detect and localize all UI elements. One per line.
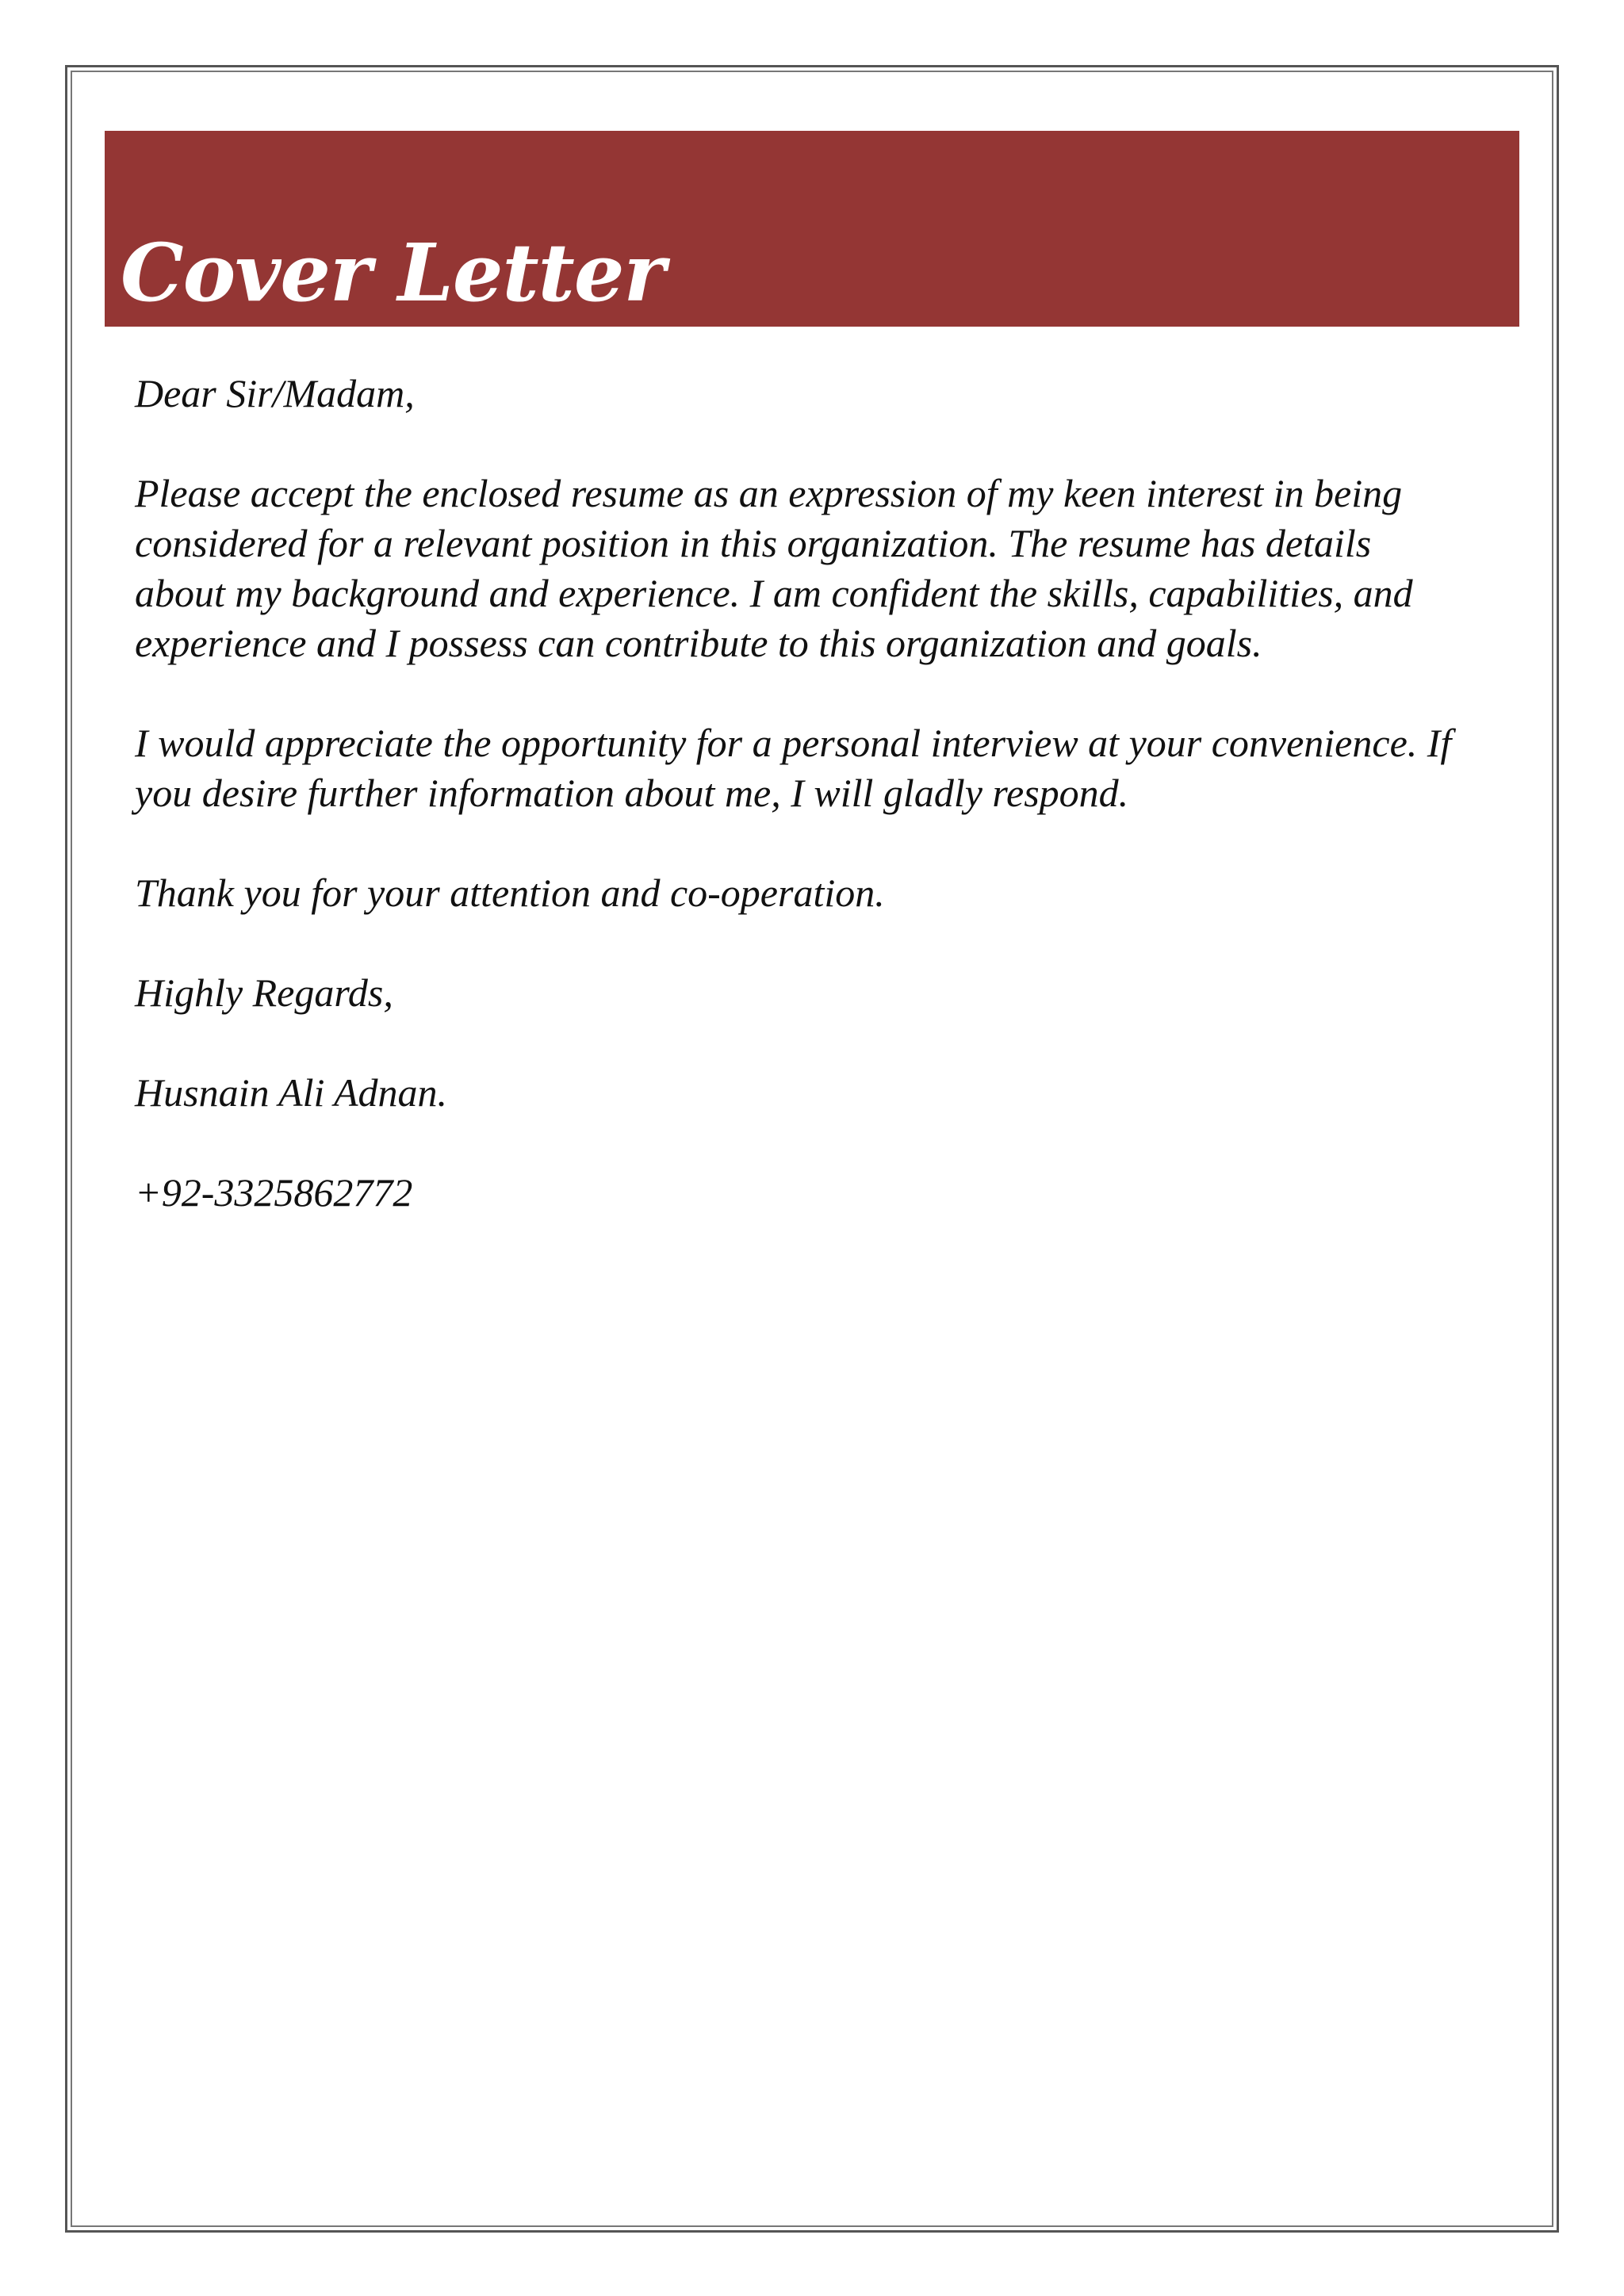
title-banner: [105, 131, 1519, 327]
paragraph-interest: Please accept the enclosed resume as an expression of my keen interest in being considered for a relevant position in this organization. The resume has details about my background and experience. I am confident the skills, capabilities, and experience and I possess can contribute to this organization and goals.: [135, 471, 1413, 665]
page-title: Cover Letter: [121, 226, 665, 320]
signature-name: Husnain Ali Adnan.: [135, 1070, 448, 1115]
paragraph-thanks: Thank you for your attention and co-operation.: [135, 871, 885, 915]
salutation: Dear Sir/Madam,: [135, 371, 415, 415]
closing: Highly Regards,: [135, 970, 393, 1015]
letter-body: [135, 369, 1467, 1268]
paragraph-interview: I would appreciate the opportunity for a personal interview at your convenience. If you desire further information about me, I will gladly respond.: [135, 721, 1452, 815]
phone-number: +92-3325862772: [135, 1170, 413, 1215]
